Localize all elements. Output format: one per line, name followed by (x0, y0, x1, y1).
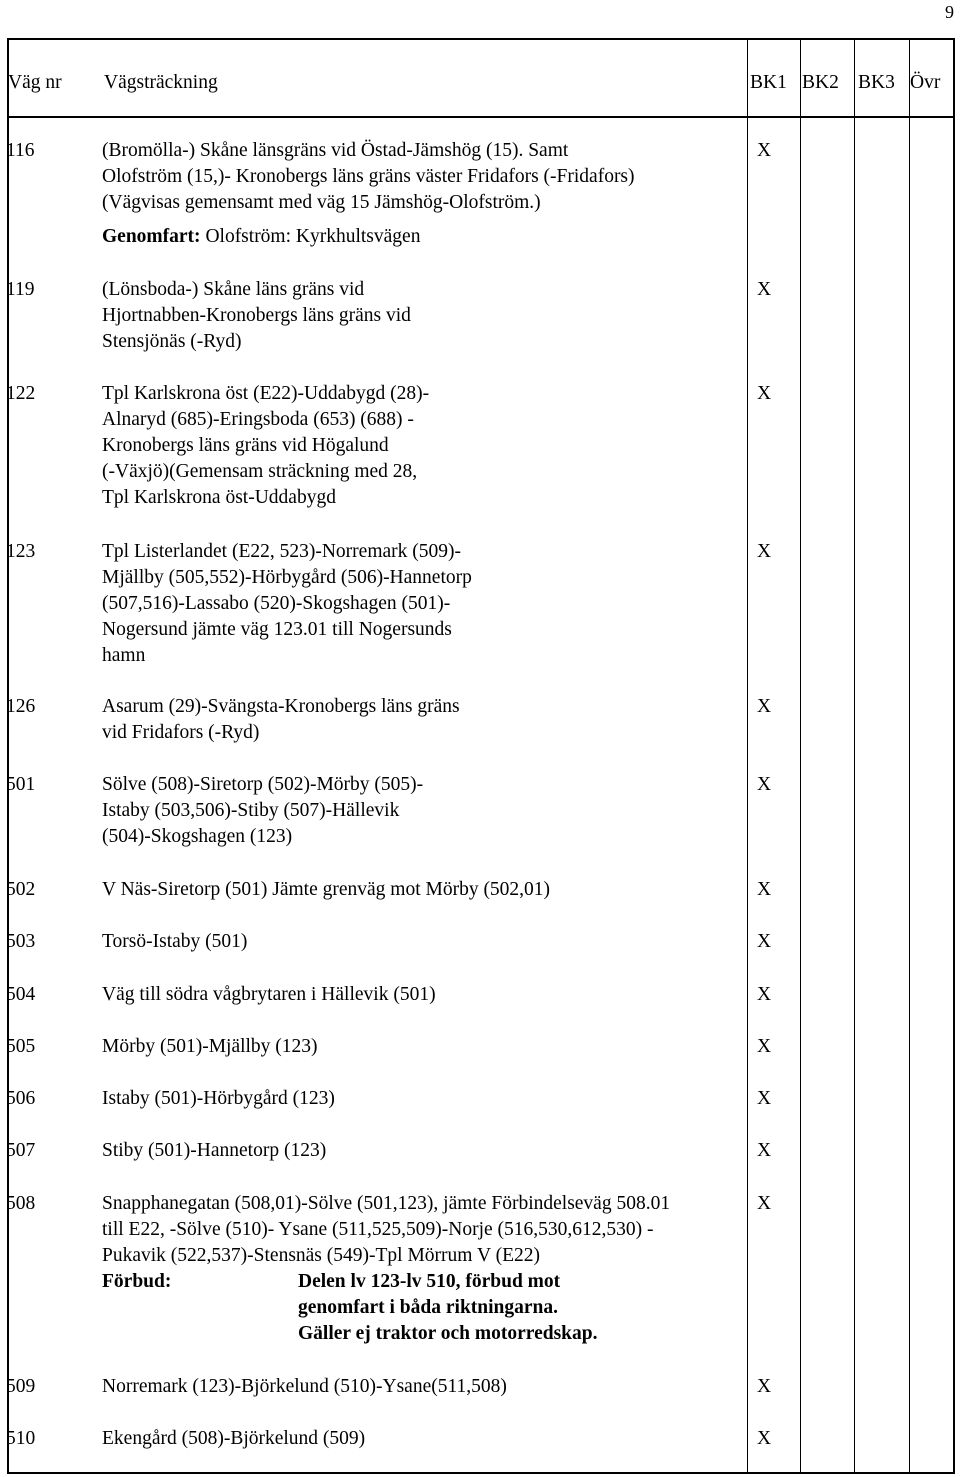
route-description (102, 1426, 365, 1452)
route-line: Hjortnabben-Kronobergs läns gräns vid (102, 305, 411, 326)
route-description (102, 929, 247, 955)
route-description (102, 138, 635, 250)
bk1-mark: X (757, 279, 772, 300)
route-description (102, 1086, 335, 1112)
road-number: 501 (6, 774, 36, 795)
route-line: till E22, -Sölve (510)- Ysane (511,525,509)-Norje (516,530,612,530) - (102, 1219, 654, 1240)
route-line: Stiby (501)-Hannetorp (123) (102, 1140, 327, 1161)
route-description (102, 277, 411, 355)
road-number: 506 (6, 1088, 36, 1109)
column-divider (747, 40, 748, 1472)
road-number: 119 (6, 279, 35, 300)
header-bk1: BK1 (750, 72, 787, 93)
bk1-mark: X (757, 984, 772, 1005)
road-number: 510 (6, 1428, 36, 1449)
road-number: 508 (6, 1193, 36, 1214)
route-description (102, 694, 460, 746)
header-other: Övr (910, 72, 941, 93)
road-number: 507 (6, 1140, 36, 1161)
genomfart-label: Genomfart: (102, 226, 201, 247)
genomfart-text: Olofström: Kyrkhultsvägen (200, 226, 421, 247)
column-divider (800, 40, 801, 1472)
route-description (102, 982, 436, 1008)
forbud-line: genomfart i båda riktningarna. (298, 1297, 559, 1318)
route-line: Pukavik (522,537)-Stensnäs (549)-Tpl Mörrum V (E22) (102, 1245, 540, 1266)
forbud-line: Gäller ej traktor och motorredskap. (298, 1323, 598, 1344)
bk1-mark: X (757, 1088, 772, 1109)
page-number: 9 (945, 2, 954, 22)
bk1-mark: X (757, 696, 772, 717)
route-line: (Lönsboda-) Skåne läns gräns vid (102, 279, 365, 300)
route-line: Tpl Karlskrona öst (E22)-Uddabygd (28)- (102, 383, 430, 404)
route-description (102, 772, 423, 850)
route-line: (-Växjö)(Gemensam sträckning med 28, (102, 461, 418, 482)
forbud-note-cont (102, 1295, 670, 1321)
bk1-mark: X (757, 1193, 772, 1214)
bk1-mark: X (757, 1428, 772, 1449)
route-line: Norremark (123)-Björkelund (510)-Ysane(511,508) (102, 1376, 507, 1397)
route-line: Snapphanegatan (508,01)-Sölve (501,123), jämte Förbindelseväg 508.01 (102, 1193, 671, 1214)
route-description (102, 539, 472, 669)
road-number: 116 (6, 140, 35, 161)
route-line: Tpl Karlskrona öst-Uddabygd (102, 487, 336, 508)
forbud-label: Förbud: (102, 1271, 172, 1292)
genomfart-note (102, 224, 635, 250)
road-number: 126 (6, 696, 36, 717)
road-number: 502 (6, 879, 36, 900)
route-line: (507,516)-Lassabo (520)-Skogshagen (501)- (102, 593, 451, 614)
bk1-mark: X (757, 541, 772, 562)
forbud-note (102, 1269, 670, 1295)
route-line: Nogersund jämte väg 123.01 till Nogersunds (102, 619, 452, 640)
route-line: (Vägvisas gemensamt med väg 15 Jämshög-Olofström.) (102, 192, 541, 213)
route-line: Ekengård (508)-Björkelund (509) (102, 1428, 366, 1449)
route-line: (Bromölla-) Skåne länsgräns vid Östad-Jämshög (15). Samt (102, 140, 569, 161)
bk1-mark: X (757, 383, 772, 404)
bk1-mark: X (757, 140, 772, 161)
route-line: (504)-Skogshagen (123) (102, 826, 293, 847)
road-number: 509 (6, 1376, 36, 1397)
header-divider (9, 116, 953, 118)
header-bk2: BK2 (802, 72, 839, 93)
route-line: Kronobergs läns gräns vid Högalund (102, 435, 389, 456)
route-description (102, 1138, 326, 1164)
route-description (102, 1034, 318, 1060)
route-line: V Näs-Siretorp (501) Jämte grenväg mot Mörby (502,01) (102, 879, 551, 900)
route-line: hamn (102, 645, 146, 666)
route-line: Tpl Listerlandet (E22, 523)-Norremark (509)- (102, 541, 461, 562)
route-line: Mjällby (505,552)-Hörbygård (506)-Hannetorp (102, 567, 472, 588)
column-divider (909, 40, 910, 1472)
route-description (102, 877, 550, 903)
bk1-mark: X (757, 1376, 772, 1397)
road-number: 504 (6, 984, 36, 1005)
route-line: Istaby (503,506)-Stiby (507)-Hällevik (102, 800, 400, 821)
route-line: Asarum (29)-Svängsta-Kronobergs läns gräns (102, 696, 460, 717)
bk1-mark: X (757, 1036, 772, 1057)
route-line: vid Fridafors (-Ryd) (102, 722, 260, 743)
road-number: 122 (6, 383, 36, 404)
bk1-mark: X (757, 879, 772, 900)
route-line: Torsö-Istaby (501) (102, 931, 248, 952)
route-line: Stensjönäs (-Ryd) (102, 331, 242, 352)
route-line: Mörby (501)-Mjällby (123) (102, 1036, 318, 1057)
forbud-line: Delen lv 123-lv 510, förbud mot (298, 1271, 561, 1292)
bk1-mark: X (757, 774, 772, 795)
route-description (102, 1374, 507, 1400)
route-line: Istaby (501)-Hörbygård (123) (102, 1088, 335, 1109)
route-line: Alnaryd (685)-Eringsboda (653) (688) - (102, 409, 414, 430)
road-number: 503 (6, 931, 36, 952)
route-line: Väg till södra vågbrytaren i Hällevik (501) (102, 984, 436, 1005)
road-number: 505 (6, 1036, 36, 1057)
column-divider (854, 40, 855, 1472)
route-description (102, 381, 429, 511)
header-bk3: BK3 (858, 72, 895, 93)
route-description (102, 1191, 670, 1347)
route-line: Olofström (15,)- Kronobergs läns gräns väster Fridafors (-Fridafors) (102, 166, 635, 187)
route-line: Sölve (508)-Siretorp (502)-Mörby (505)- (102, 774, 424, 795)
header-road-no: Väg nr (8, 72, 62, 93)
header-route: Vägsträckning (104, 72, 218, 93)
bk1-mark: X (757, 1140, 772, 1161)
forbud-note-cont (102, 1321, 670, 1347)
road-number: 123 (6, 541, 36, 562)
bk1-mark: X (757, 931, 772, 952)
